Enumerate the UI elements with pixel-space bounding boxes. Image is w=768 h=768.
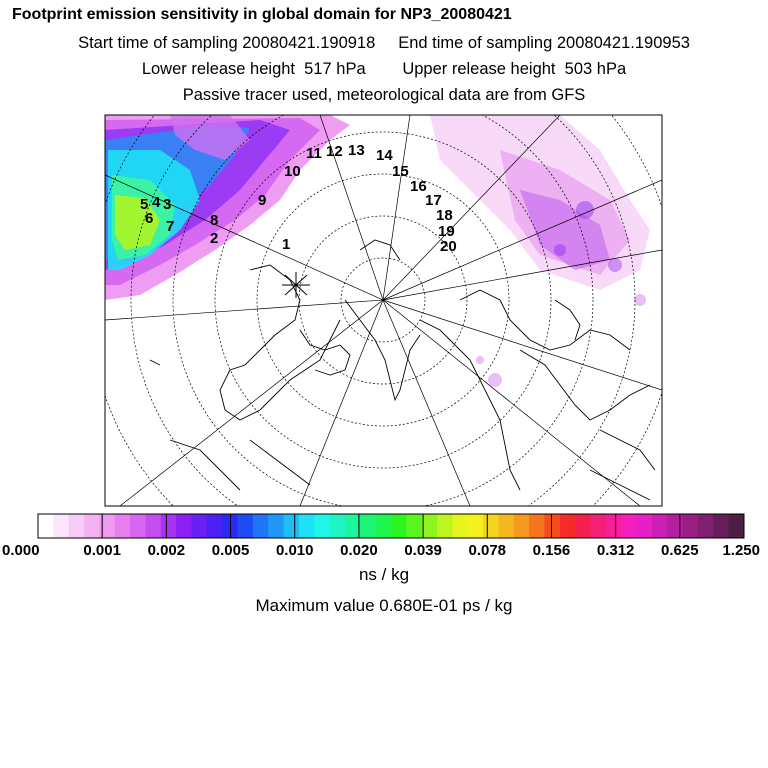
color-scale-cell [560, 514, 576, 538]
color-scale-cell [483, 514, 499, 538]
color-scale-cell [376, 514, 392, 538]
color-scale-cell [84, 514, 100, 538]
trajectory-time-label: 6 [145, 210, 154, 227]
color-scale-cell [53, 514, 69, 538]
trajectory-time-label: 14 [376, 147, 393, 164]
color-scale-cell [238, 514, 254, 538]
trajectory-time-label: 4 [152, 194, 161, 211]
color-scale-cell [452, 514, 468, 538]
color-scale-label: 0.078 [468, 542, 507, 559]
color-scale-label: 0.010 [275, 542, 314, 559]
color-scale-cell [360, 514, 376, 538]
color-scale-cell [575, 514, 591, 538]
trajectory-time-label: 15 [392, 163, 409, 180]
color-scale-cell [514, 514, 530, 538]
sampling-time-line: Start time of sampling 20080421.190918 End time of sampling 20080421.190953 [78, 34, 690, 52]
maximum-value-note: Maximum value 0.680E-01 ps / kg [255, 596, 513, 615]
color-scale-cell [468, 514, 484, 538]
color-scale-cell [606, 514, 622, 538]
color-scale-cell [299, 514, 315, 538]
color-scale-cell [729, 514, 745, 538]
color-scale-cell [591, 514, 607, 538]
color-scale-cell [437, 514, 453, 538]
trajectory-time-label: 20 [440, 238, 457, 255]
release-location-marker [282, 272, 310, 298]
color-scale-cell [284, 514, 300, 538]
trajectory-time-label: 8 [210, 212, 219, 229]
color-scale-cell [498, 514, 514, 538]
color-scale-label: 0.625 [661, 542, 699, 559]
color-scale-cell [268, 514, 284, 538]
color-scale-cell [406, 514, 422, 538]
color-scale-cell [207, 514, 223, 538]
color-scale-label: 0.020 [340, 542, 378, 559]
color-scale-cell [191, 514, 207, 538]
color-scale-cell [161, 514, 177, 538]
color-scale-cell [698, 514, 714, 538]
color-scale-labels [2, 542, 760, 559]
color-scale-cell [422, 514, 438, 538]
trajectory-time-label: 10 [284, 163, 301, 180]
trajectory-time-label: 12 [326, 143, 343, 160]
trajectory-time-label: 9 [258, 192, 267, 209]
color-scale-cell [544, 514, 560, 538]
trajectory-time-label: 13 [348, 142, 365, 159]
map-title: Footprint emission sensitivity in global domain for NP3_20080421 [12, 6, 512, 23]
color-scale-label: 0.000 [2, 542, 40, 559]
color-scale-cell [130, 514, 146, 538]
color-scale-units: ns / kg [358, 565, 410, 584]
color-scale-cell [115, 514, 131, 538]
color-scale-label: 0.001 [83, 542, 121, 559]
color-scale-cell [637, 514, 653, 538]
color-scale-label: 1.250 [722, 542, 760, 559]
tracer-info-line: Passive tracer used, meteorological data are from GFS [182, 86, 586, 104]
trajectory-time-label: 3 [163, 196, 172, 213]
trajectory-time-label: 17 [425, 192, 442, 209]
color-scale-label: 0.005 [211, 542, 250, 559]
color-scale-label: 0.312 [596, 542, 635, 559]
color-scale-cell [391, 514, 407, 538]
color-scale-cell [38, 514, 54, 538]
color-scale-label: 0.039 [404, 542, 442, 559]
color-scale-bar [38, 514, 745, 538]
trajectory-time-label: 18 [436, 207, 453, 224]
trajectory-time-label: 16 [410, 178, 427, 195]
color-scale-cell [621, 514, 637, 538]
color-scale-cell [529, 514, 545, 538]
trajectory-time-label: 19 [438, 223, 455, 240]
color-scale-cell [683, 514, 699, 538]
color-scale-cell [713, 514, 729, 538]
release-height-line: Lower release height 517 hPa Upper release height 503 hPa [141, 60, 627, 78]
color-scale-label: 0.156 [532, 542, 571, 559]
color-scale-cell [253, 514, 269, 538]
color-scale-cell [145, 514, 161, 538]
color-scale-cell [176, 514, 192, 538]
color-scale-cell [667, 514, 683, 538]
trajectory-time-label: 1 [282, 236, 291, 253]
color-scale-cell [652, 514, 668, 538]
color-scale-cell [69, 514, 85, 538]
trajectory-time-label: 11 [306, 145, 322, 162]
color-scale-label: 0.002 [147, 542, 186, 559]
color-scale-cell [330, 514, 346, 538]
trajectory-time-label: 7 [166, 218, 175, 235]
trajectory-time-label: 2 [210, 230, 219, 247]
color-scale-cell [314, 514, 330, 538]
trajectory-time-label: 5 [140, 196, 149, 213]
